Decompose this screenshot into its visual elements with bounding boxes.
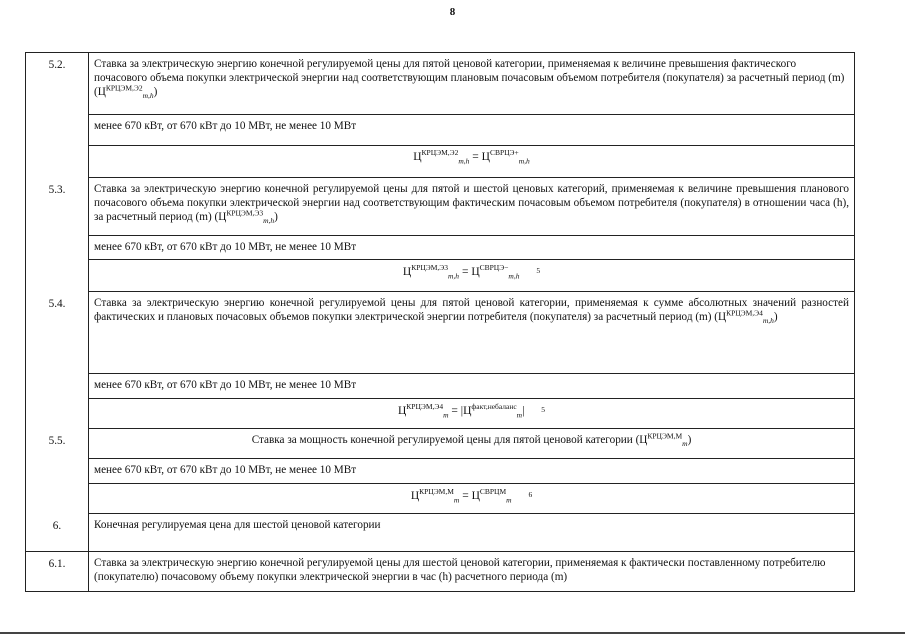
footnote-mark: 5 bbox=[541, 405, 546, 414]
table-row bbox=[26, 514, 855, 552]
formula: $Ц^{КРЦЭМ,Э3}_{m,h} = Ц^{СВРЦЭ-}_{m,h}$ 5 bbox=[89, 260, 855, 292]
table-row bbox=[26, 552, 855, 592]
table-row bbox=[26, 484, 855, 514]
table-row bbox=[26, 178, 855, 236]
table-row bbox=[26, 374, 855, 399]
row-description: Конечная регулируемая цена для шестой ценовой категории bbox=[89, 514, 855, 552]
row-number: 5.4. bbox=[26, 292, 89, 429]
scan-edge bbox=[0, 632, 905, 634]
row-number: 6.1. bbox=[26, 552, 89, 592]
power-range: менее 670 кВт, от 670 кВт до 10 МВт, не менее 10 МВт bbox=[89, 236, 855, 260]
page-number: 8 bbox=[449, 6, 456, 18]
table-row bbox=[26, 115, 855, 146]
row-description: Ставка за электрическую энергию конечной регулируемой цены для пятой и шестой ценовых категорий, применяемая к величине превышения планового почасового объема покупки электрической энергии над соответствующим фактическим почасовым объемом потребителя (покупателя) в отношении часа (h), за расчетный период (m) $(Ц^{КРЦЭМ,Э3}_{m,h})$ bbox=[89, 178, 855, 236]
formula: $Ц^{КРЦЭМ,М}_m = Ц^{СВРЦМ}_m$ 6 bbox=[89, 484, 855, 514]
row-number: 6. bbox=[26, 514, 89, 552]
table-row bbox=[26, 236, 855, 260]
tariff-table bbox=[25, 52, 855, 592]
power-range: менее 670 кВт, от 670 кВт до 10 МВт, не менее 10 МВт bbox=[89, 115, 855, 146]
formula: $Ц^{КРЦЭМ,Э2}_{m,h} = Ц^{СВРЦЭ+}_{m,h}$ bbox=[89, 146, 855, 178]
table-row bbox=[26, 146, 855, 178]
row-number: 5.3. bbox=[26, 178, 89, 292]
row-description: Ставка за электрическую энергию конечной регулируемой цены для пятой ценовой категории, применяемая к сумме абсолютных значений разностей фактических и плановых почасовых объемов покупки электрической энергии потребителя (покупателя) за расчетный период (m) $(Ц^{КРЦЭМ,Э4}_{m,h})$ bbox=[89, 292, 855, 374]
row-description: Ставка за электрическую энергию конечной регулируемой цены для шестой ценовой категории, применяемая к фактически поставленному потребителю (покупателю) почасовому объему покупки электрической энергии в час (h) расчетного периода (m) bbox=[89, 552, 855, 592]
row-description: Ставка за мощность конечной регулируемой цены для пятой ценовой категории $(Ц^{КРЦЭМ,М}_m)$ bbox=[89, 429, 855, 459]
footnote-mark: 6 bbox=[528, 490, 533, 499]
footnote-mark: 5 bbox=[536, 266, 541, 275]
power-range: менее 670 кВт, от 670 кВт до 10 МВт, не менее 10 МВт bbox=[89, 374, 855, 399]
row-number: 5.2. bbox=[26, 53, 89, 178]
table-row bbox=[26, 260, 855, 292]
row-description: Ставка за электрическую энергию конечной регулируемой цены для пятой ценовой категории, применяемая к величине превышения фактического почасового объема покупки электрической энергии над соответствующим плановым почасовым объемом потребителя (покупателя) за расчетный период (m) $(Ц^{КРЦЭМ,Э2}_{m,h})$ bbox=[89, 53, 855, 115]
table-row bbox=[26, 459, 855, 484]
table-row bbox=[26, 292, 855, 374]
table-row bbox=[26, 53, 855, 115]
power-range: менее 670 кВт, от 670 кВт до 10 МВт, не менее 10 МВт bbox=[89, 459, 855, 484]
table-row bbox=[26, 429, 855, 459]
row-number: 5.5. bbox=[26, 429, 89, 514]
formula: $Ц^{КРЦЭМ,Э4}_m = |Ц^{факт,небаланс}_m|$ 5 bbox=[89, 399, 855, 429]
table-row bbox=[26, 399, 855, 429]
